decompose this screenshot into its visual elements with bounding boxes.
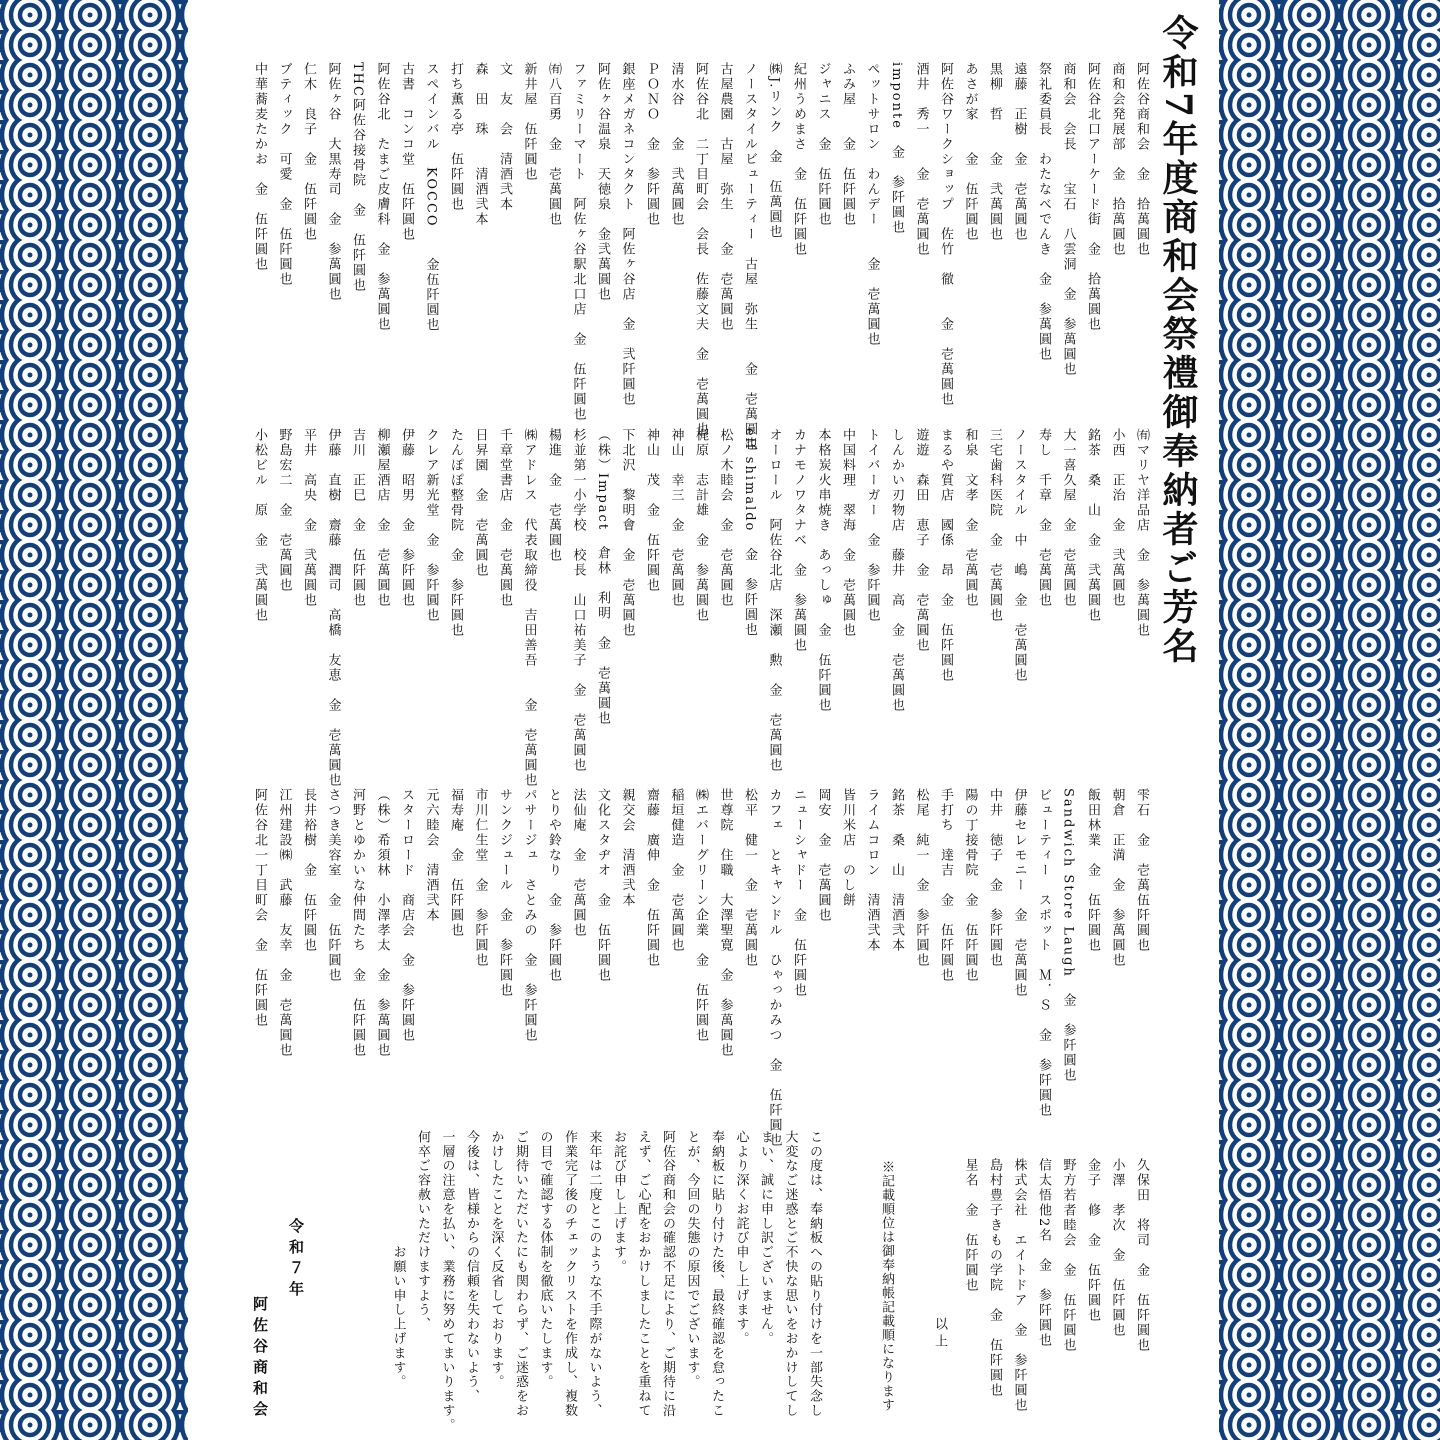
donor-entry: 元六睦会 清酒弐本: [423, 788, 439, 923]
donor-entry: 阿佐谷北口アーケード街 金 拾萬圓也: [1085, 62, 1100, 332]
donor-entry: 古書 コンコ堂 伍阡圓也: [399, 62, 414, 242]
donor-entry: 和泉 文孝 金 壱萬圓也: [962, 428, 978, 608]
donor-entry: 中井 徳子 金 参阡圓也: [987, 788, 1002, 968]
donor-entry: 楊進 金 壱萬圓也: [546, 428, 561, 563]
donor-entry: 伊藤 直樹 齋藤 潤司 高橋 友恵 金 壱萬圓也: [325, 428, 341, 788]
donor-entry: 銘茶 桑 山 金 弐萬圓也: [1085, 428, 1100, 623]
donor-entry: さつき美容室 金 伍阡圓也: [325, 788, 341, 983]
donor-entry: ビューティー スポット Ｍ．Ｓ 金 参阡圓也: [1036, 788, 1051, 1118]
message-line: この度は、奉納板への貼り付けを一部失念し: [807, 1130, 822, 1418]
seigaiha-wave-icon: [1219, 0, 1440, 1440]
donor-entry: 株式会社 エイトドア 金 参阡圓也: [1011, 1158, 1027, 1413]
donor-entry: ライムコロン 清酒弐本: [864, 788, 880, 953]
donor-entry: ニューシャドー 金 伍阡圓也: [791, 788, 806, 998]
donor-entry: トイバーガー 金 参阡圓也: [864, 428, 880, 623]
donor-entry: ファミリーマート 阿佐ヶ谷駅北口店 金 伍阡圓也: [570, 62, 586, 422]
donor-entry: 河野とゆかいな仲間たち 金 伍阡圓也: [350, 788, 365, 1058]
donor-entry: ブティック 可愛 金 伍阡圓也: [276, 62, 292, 287]
donor-entry: 下北沢 黎明會 金 壱萬圓也: [619, 428, 635, 638]
donor-entry: 祭礼委員長 わたなべでんき 金 参萬圓也: [1036, 62, 1051, 362]
donor-entry: 野島宏二 金 壱萬圓也: [276, 428, 292, 593]
page-title: 令和7年度商和会祭禮御奉納者ご芳名: [1157, 14, 1199, 667]
donor-entry: 平井 高央 金 弐萬圓也: [301, 428, 316, 608]
donor-entry: 寿し 千章 金 壱萬圓也: [1036, 428, 1051, 608]
donor-entry: 大一喜久屋 金 壱萬圓也: [1060, 428, 1076, 608]
donor-entry: （株）Impact 倉林 利明 金 壱萬圓也: [595, 428, 610, 727]
donor-entry: 神山 茂 金 伍阡圓也: [644, 428, 659, 593]
donor-entry: 長井裕樹 金 伍阡圓也: [301, 788, 316, 953]
donor-entry: 伊藤 昭男 金 参阡圓也: [399, 428, 414, 608]
donor-entry: 阿佐ヶ谷温泉 天徳泉 金弐萬圓也: [595, 62, 610, 302]
donor-entry: 中華蕎麦たかお 金 伍阡圓也: [252, 62, 267, 272]
donor-entry: 野方若者睦会 金 伍阡圓也: [1060, 1158, 1076, 1353]
donor-entry: パサージュ さとみの 金 参阡圓也: [521, 788, 537, 1043]
message-line: 大変なご迷惑とご不快な思いをおかけしてし: [782, 1130, 798, 1418]
donor-entry: 中国料理 翠海 金 壱萬圓也: [840, 428, 855, 638]
donor-entry: elf shimaldo 金 参阡圓也: [742, 428, 757, 638]
donor-entry: 梶原 志計雄 金 参萬圓也: [693, 428, 708, 623]
donor-entry: 福寿庵 金 伍阡圓也: [448, 788, 463, 938]
donor-entry: 紀州うめまさ 金 伍阡圓也: [791, 62, 806, 257]
donor-entry: 世尊院 住職 大澤聖寛 金 参萬圓也: [717, 788, 733, 1058]
donor-entry: まるや質店 國係 昂 金 伍阡圓也: [938, 428, 953, 683]
donor-entry: 阿佐谷北 二丁目町会 会長 佐藤文夫 金 壱萬圓也: [693, 62, 708, 437]
donor-entry: 森 田 珠 清酒弐本: [472, 62, 488, 227]
donor-entry: 文 友 会 清酒弐本: [497, 62, 512, 212]
donor-entry: ㈲マリヤ洋品店 金 参萬圓也: [1134, 428, 1149, 638]
donor-entry: 阿佐谷ワークショップ 佐竹 徹 金 壱萬圓也: [938, 62, 953, 407]
donor-entry: THC阿佐谷接骨院 金 伍阡圓也: [350, 62, 365, 293]
donor-entry: たんぽぽ整骨院 金 参阡圓也: [448, 428, 463, 638]
donor-entry: 伊藤セレモニー 金 壱萬圓也: [1011, 788, 1027, 998]
donor-entry: ジャニス 金 伍阡圓也: [815, 62, 831, 227]
donor-entry: 稲垣健造 金 壱萬圓也: [668, 788, 684, 953]
donor-entry: 遊遊 森田 恵子 金 壱萬圓也: [913, 428, 929, 653]
donor-entry: 阿佐谷商和会 金 拾萬圓也: [1134, 62, 1149, 257]
donor-entry: 新井屋 伍阡圓也: [521, 62, 537, 182]
donor-entry: 法仙庵 金 壱萬圓也: [570, 788, 586, 938]
donor-entry: ㈲八百勇 金 壱萬圓也: [546, 62, 561, 227]
message-line: 来年は二度とこのような不手際がないよう、: [586, 1130, 602, 1418]
donor-entry: 遠藤 正樹 金 壱萬圓也: [1011, 62, 1027, 242]
donor-entry: 皆川米店 のし餅: [840, 788, 855, 908]
donor-entry: 日昇園 金 壱萬圓也: [472, 428, 488, 578]
donor-entry: 本格炭火串焼き あっしゅ 金 伍阡圓也: [815, 428, 831, 713]
signature-date: 令和７年: [287, 1218, 305, 1302]
donor-entry: ＰＯＮＯ 金 参阡圓也: [644, 62, 659, 227]
donor-entry: imponte 金 参阡圓也: [889, 62, 904, 235]
donor-entry: 阿佐谷北一丁目町会 金 伍阡圓也: [252, 788, 267, 1028]
donor-entry: 商和会発展部 金 拾萬圓也: [1109, 62, 1125, 257]
donor-entry: 松平 健一 金 壱萬圓也: [742, 788, 757, 968]
donor-entry: 岡安 金 壱萬圓也: [815, 788, 831, 923]
donor-entry: ノースタイルビューティー 古屋 弥生 金 壱萬圓也: [742, 62, 757, 452]
listing-order-note: ※記載順位は御奉納帳記載順になります: [879, 1160, 894, 1412]
donor-entry: ふみ屋 金 伍阡圓也: [840, 62, 855, 227]
donor-entry: 打ち薫る亭 伍阡圓也: [448, 62, 463, 212]
donor-entry: 吉川 正巳 金 伍阡圓也: [350, 428, 365, 608]
message-line: の目で確認する体制を徹底いたします。: [537, 1130, 553, 1390]
donor-entry: 酒井 秀一 金 壱萬圓也: [913, 62, 929, 257]
donor-entry: 文化スタヂオ 金 伍阡圓也: [595, 788, 610, 983]
donor-entry: 柳瀬屋酒店 金 壱萬圓也: [374, 428, 390, 608]
donor-entry: 古屋農園 古屋 弥生 金 壱萬圓也: [717, 62, 733, 332]
donor-entry: 三宅歯科医院 金 壱萬圓也: [987, 428, 1002, 623]
donor-entry: 小松ビル 原 金 弐萬圓也: [252, 428, 267, 623]
seigaiha-wave-icon: [0, 0, 188, 1440]
donor-entry: カフェ とキャンドル ひゃっかみつ 金 伍阡圓也: [766, 788, 782, 1148]
message-line: ご期待いただいたにも関わらず、ご迷惑をお: [513, 1130, 528, 1418]
donor-entry: 阿佐谷北 たまご皮膚科 金 参萬圓也: [374, 62, 390, 332]
donor-entry: スターロード 商店会 金 参阡圓也: [399, 788, 414, 1043]
donor-entry: カナモノワタナベ 金 参萬圓也: [791, 428, 806, 653]
donor-entry: 商和会 会長 宝石 八雲洞 金 参萬圓也: [1060, 62, 1076, 377]
donor-entry: 清水谷 金 弐萬圓也: [668, 62, 684, 227]
message-line: 奉納板に貼り付けた後、最終確認を怠ったこ: [709, 1130, 724, 1418]
message-line: 今後は、皆様からの信頼を失わないよう、: [464, 1130, 479, 1404]
message-line: お願い申し上げます。: [390, 1130, 406, 1390]
seigaiha-pattern-left: [0, 0, 188, 1440]
donor-entry: あさが家 金 伍阡圓也: [962, 62, 978, 242]
donor-entry: 金子 修 金 伍阡圓也: [1085, 1158, 1100, 1323]
donor-entry: サンクジュール 金 参阡圓也: [497, 788, 512, 998]
message-line: 阿佐谷商和会の確認不足により、ご期待に沿: [660, 1130, 675, 1418]
donor-entry: 雫石 金 壱萬伍阡圓也: [1134, 788, 1149, 953]
donor-entry: 信太悟他2名 金 参阡圓也: [1036, 1158, 1051, 1349]
donor-entry: 銘茶 桑 山 清酒弐本: [889, 788, 904, 953]
donor-entry: 松尾 純一 金 参阡圓也: [913, 788, 929, 968]
donor-entry: 朝倉 正満 金 参萬圓也: [1109, 788, 1125, 968]
donor-entry: 齋藤 廣伸 金 伍阡圓也: [644, 788, 659, 968]
donor-entry: （株）希須林 小澤孝太 金 参萬圓也: [374, 788, 390, 1058]
donor-entry: 星名 金 伍阡圓也: [962, 1158, 978, 1293]
donor-entry: 銀座メガネコンタクト 阿佐ヶ谷店 金 弐阡圓也: [619, 62, 635, 407]
donor-entry: 黒柳 哲 金 弐萬圓也: [987, 62, 1002, 242]
donor-entry: ㈱J.リンク 金 伍萬圓也: [766, 62, 782, 240]
message-line: かけしたことを深く反省しております。: [488, 1130, 504, 1390]
donor-entry: ノースタイル 中 嶋 金 壱萬圓也: [1011, 428, 1027, 683]
donor-entry: 神山 幸三 金 壱萬圓也: [668, 428, 684, 608]
message-line: 心より深くお詫び申し上げます。: [733, 1130, 749, 1346]
signature-organization: 阿佐谷商和会: [251, 1296, 269, 1422]
donor-entry: 手打ち 達吉 金 伍阡圓也: [938, 788, 953, 983]
donor-entry: 杉並第一小学校 校長 山口祐美子 金 壱萬圓也: [570, 428, 586, 773]
donor-entry: 小澤 孝次 金 伍阡圓也: [1109, 1158, 1125, 1338]
donor-entry: スペインバル KOCCO 金伍阡圓也: [423, 62, 439, 333]
donor-entry: クレア新光堂 金 参阡圓也: [423, 428, 439, 623]
donor-entry: 江州建設㈱ 武藤 友幸 金 壱萬圓也: [276, 788, 292, 1058]
donor-entry: 陽の丁接骨院 金 伍阡圓也: [962, 788, 978, 983]
donor-entry: 島村豊子きもの学院 金 伍阡圓也: [987, 1158, 1002, 1398]
donor-entry: 久保田 将司 金 伍阡圓也: [1134, 1158, 1149, 1353]
donor-entry: 飯田林業 金 伍阡圓也: [1085, 788, 1100, 953]
donor-entry: 市川仁生堂 金 参阡圓也: [472, 788, 488, 968]
message-line: えず、ご心配をおかけしましたことを重ねて: [635, 1130, 651, 1418]
message-line: とが、今回の失態の原因でございます。: [684, 1130, 700, 1390]
message-line: まい、誠に申し訳ございません。: [758, 1130, 773, 1346]
donor-entry: ㈱アドレス 代表取締役 吉田善吾 金 壱萬圓也: [521, 428, 537, 788]
message-line: 何卒ご容赦いただけますよう、: [415, 1130, 430, 1332]
donor-entry: 小西 正治 金 弐萬圓也: [1109, 428, 1125, 608]
donor-entry: 千章堂書店 金 壱萬圓也: [497, 428, 512, 608]
seigaiha-pattern-right: [1219, 0, 1440, 1440]
message-line: お詫び申し上げます。: [611, 1130, 626, 1274]
donor-entry: 松ノ木睦会 金 壱萬圓也: [717, 428, 733, 608]
donor-entry: とりや鈴なり 金 参阡圓也: [546, 788, 561, 983]
donor-entry: ペットサロン わんデー 金 壱萬圓也: [864, 62, 880, 347]
donor-entry: オーロール 阿佐谷北店 深瀬 勲 金 壱萬圓也: [766, 428, 782, 773]
donor-entry: 親交会 清酒弐本: [619, 788, 635, 908]
donor-entry: ㈱エバーグリーン企業 金 伍阡圓也: [693, 788, 708, 1043]
donor-entry: しんかい刃物店 藤井 高 金 壱萬圓也: [889, 428, 904, 713]
donor-entry: 阿佐ヶ谷 大黒寿司 金 参萬圓也: [325, 62, 341, 302]
message-line: 作業完了後のチェックリストを作成し、複数: [562, 1130, 577, 1418]
donor-entry: 仁木 良子 金 伍阡圓也: [301, 62, 316, 242]
message-line: 一層の注意を払い、業務に努めてまいります。: [439, 1130, 455, 1433]
ijo-label: 以上: [932, 1317, 947, 1351]
donor-entry: Sandwich Store Laugh 金 参阡圓也: [1060, 788, 1076, 1083]
